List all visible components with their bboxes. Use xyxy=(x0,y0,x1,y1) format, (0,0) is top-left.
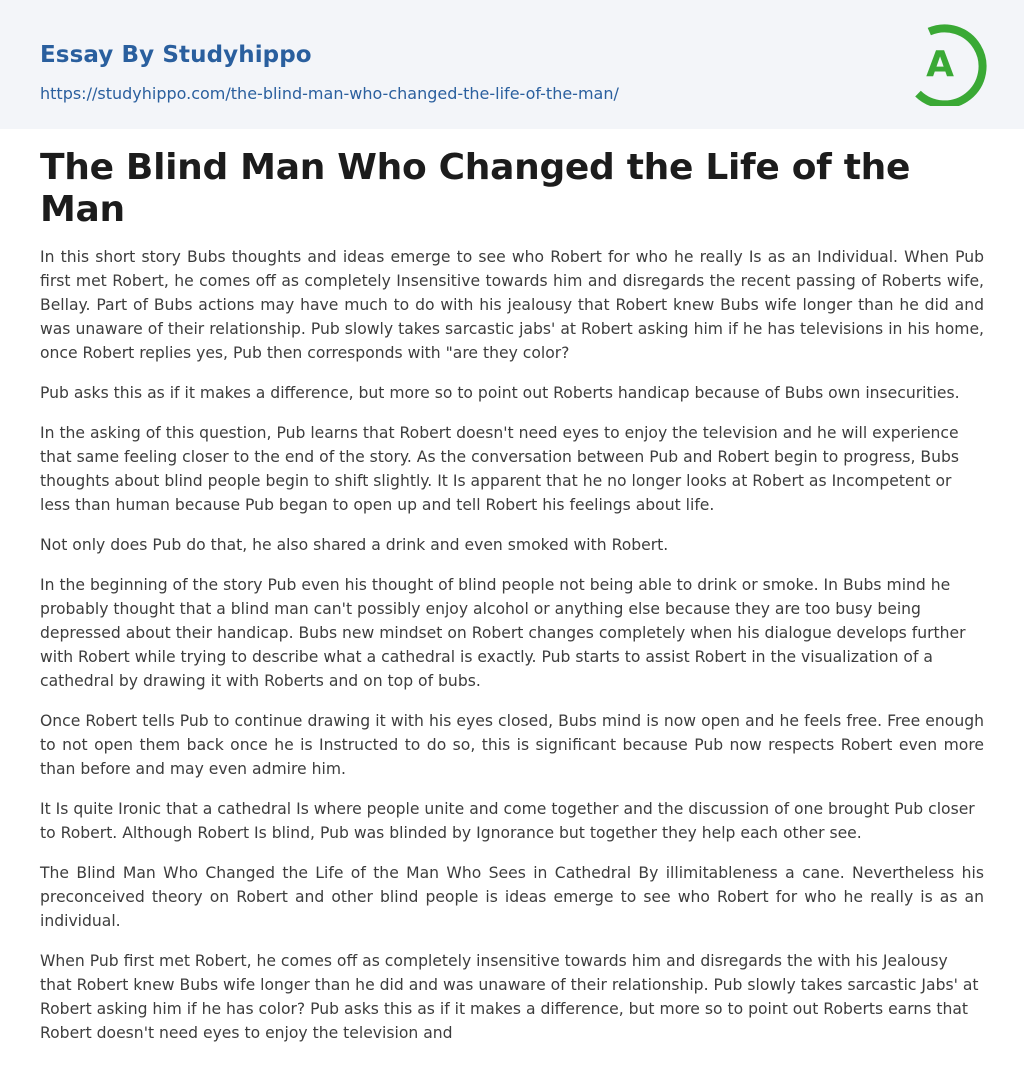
paragraph-5: In the beginning of the story Pub even his thought of blind people not being able to drink or smoke. In Bubs mind he probably thought that a blind man can't possibly enjoy alcohol or anything else because they are too busy being depressed about their handicap. Bubs new mindset on Robert changes completely when his dialogue develops further with Robert while trying to describe what a cathedral is exactly. Pub starts to assist Robert in the visualization of a cathedral by drawing it with Roberts and on top of bubs. xyxy=(40,576,966,690)
site-header xyxy=(0,0,1024,129)
paragraph-4: Not only does Pub do that, he also shared a drink and even smoked with Robert. xyxy=(40,536,669,554)
paragraph-3: In the asking of this question, Pub learns that Robert doesn't need eyes to enjoy the television and he will experience that same feeling closer to the end of the story. As the conversation between Pub and Robert begin to progress, Bubs thoughts about blind people begin to shift slightly. It Is apparent that he no longer looks at Robert as Incompetent or less than human because Pub began to open up and tell Robert his feelings about life. xyxy=(40,424,960,514)
article xyxy=(0,129,1024,1045)
source-url-link[interactable]: https://studyhippo.com/the-blind-man-who-changed-the-life-of-the-man/ xyxy=(40,84,619,103)
paragraph-9: When Pub first met Robert, he comes off as completely insensitive towards him and disregards the with his Jealousy that Robert knew Bubs wife longer than he did and was unaware of their relationship. Pub slowly takes sarcastic Jabs' at Robert asking him if he has color? Pub asks this as if it makes a difference, but more so to point out Roberts earns that Robert doesn't need eyes to enjoy the television and xyxy=(40,952,979,1042)
studyhippo-logo-icon[interactable] xyxy=(912,18,988,106)
paragraph-2: Pub asks this as if it makes a difference, but more so to point out Roberts handicap because of Bubs own insecurities. xyxy=(40,384,960,402)
brand-name[interactable]: Essay By Studyhippo xyxy=(40,42,312,68)
logo-letter: A xyxy=(926,44,954,85)
paragraph-1: In this short story Bubs thoughts and ideas emerge to see who Robert for who he really Is as an Individual. When Pub first met Robert, he comes off as completely Insensitive towards him and disregards the recent passing of Roberts wife, Bellay. Part of Bubs actions may have much to do with his jealousy that Robert knew Bubs wife longer than he did and was unaware of their relationship. Pub slowly takes sarcastic jabs' at Robert asking him if he has televisions in his home, once Robert replies yes, Pub then corresponds with "are they color? xyxy=(40,248,984,362)
paragraph-6: Once Robert tells Pub to continue drawing it with his eyes closed, Bubs mind is now open and he feels free. Free enough to not open them back once he is Instructed to do so, this is significant because Pub now respects Robert even more than before and may even admire him. xyxy=(40,712,984,778)
paragraph-8: The Blind Man Who Changed the Life of the Man Who Sees in Cathedral By illimitableness a cane. Nevertheless his preconceived theory on Robert and other blind people is ideas emerge to see who Robert for who he really is as an individual. xyxy=(40,864,984,930)
paragraph-7: It Is quite Ironic that a cathedral Is where people unite and come together and the discussion of one brought Pub closer to Robert. Although Robert Is blind, Pub was blinded by Ignorance but together they help each other see. xyxy=(40,800,975,842)
page-title: The Blind Man Who Changed the Life of the Man xyxy=(40,147,911,230)
